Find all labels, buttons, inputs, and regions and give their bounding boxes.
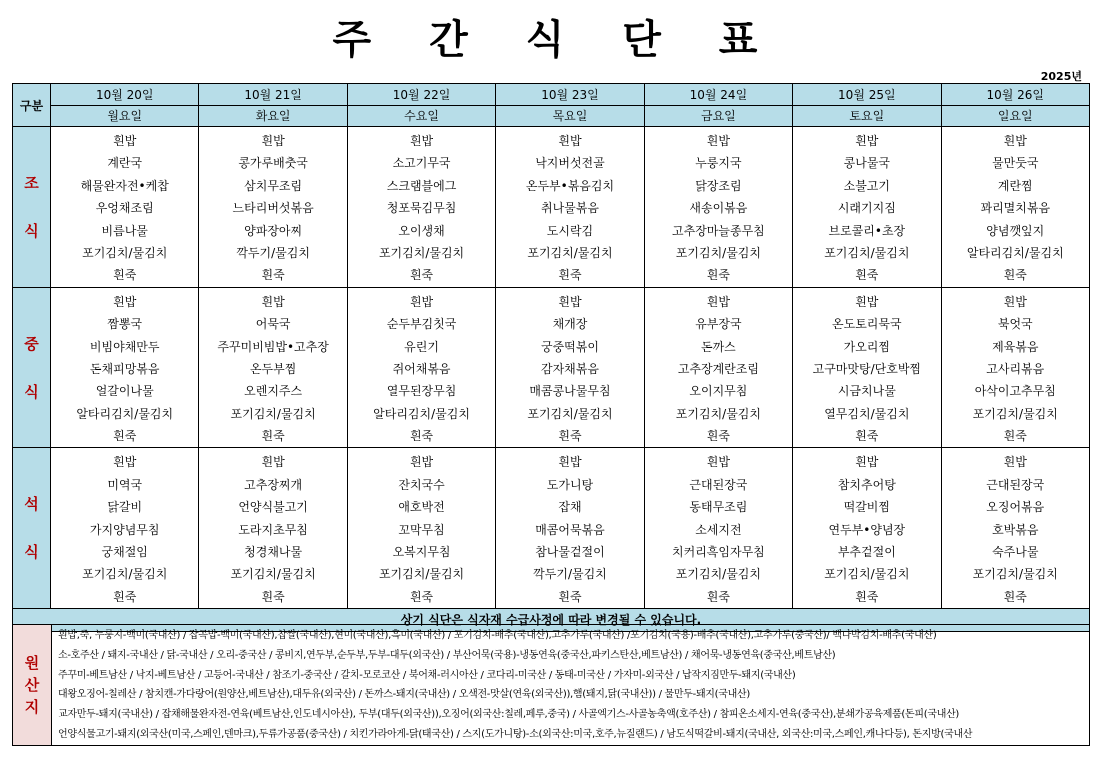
menu-item: 애호박전 xyxy=(398,500,445,515)
menu-item: 포기김치/물김치 xyxy=(675,567,761,582)
menu-item: 흰죽 xyxy=(261,589,285,604)
meal-label xyxy=(13,448,51,609)
menu-item: 닭장조림 xyxy=(695,178,742,193)
origin-label xyxy=(13,625,52,745)
menu-item: 흰죽 xyxy=(855,268,879,283)
menu-item: 시래기지짐 xyxy=(837,201,896,216)
origin-line: 소-호주산 / 돼지-국내산 / 닭-국내산 / 오리-중국산 / 콩비지,연두부,순두부,두부-대두(외국산) / 부산어묵(국용)-냉동연육(중국산,파키스탄산,베트남산) / 채어묵-냉동연육(중국산,베트남산) xyxy=(58,649,836,661)
menu-item: 흰밥 xyxy=(113,134,137,148)
day-weekday: 토요일 xyxy=(849,108,885,123)
menu-item: 떡갈비찜 xyxy=(843,500,890,515)
menu-item: 흰죽 xyxy=(558,429,582,444)
meal-label-char: 식 xyxy=(24,221,39,240)
menu-item: 비름나물 xyxy=(101,223,148,238)
menu-item: 매콤콩나물무침 xyxy=(529,384,611,399)
menu-item: 채개장 xyxy=(552,317,588,332)
menu-item: 흰밥 xyxy=(1003,455,1027,470)
menu-item: 포기김치/물김치 xyxy=(824,567,910,582)
menu-item: 콩나물국 xyxy=(843,156,890,171)
meal-row xyxy=(13,287,1090,448)
origin-line: 주꾸미-베트남산 / 낙지-베트남산 / 고등어-국내산 / 참조기-중국산 / 갈치-모로코산 / 북어채-러시아산 / 코다리-미국산 / 동태-미국산 / 가자미-외국산 / 납작지짐만두-돼지(국내산) xyxy=(58,669,796,681)
menu-item: 흰죽 xyxy=(261,268,285,283)
menu-item: 오이지무침 xyxy=(689,384,748,399)
menu-item: 흰밥 xyxy=(558,134,582,148)
menu-item: 오징어볶음 xyxy=(986,500,1045,515)
menu-item: 숙주나물 xyxy=(992,545,1039,560)
origin-section xyxy=(12,624,1090,746)
menu-item: 짬뽕국 xyxy=(107,317,143,332)
menu-item: 브로콜리•초장 xyxy=(828,223,906,238)
menu-item: 흰밥 xyxy=(113,455,137,470)
meal-label-char: 석 xyxy=(24,495,39,514)
menu-item: 흰밥 xyxy=(1003,294,1027,309)
menu-item: 닭갈비 xyxy=(107,500,143,515)
meal-row xyxy=(13,127,1090,288)
menu-item: 참나물겉절이 xyxy=(535,545,605,560)
menu-cell xyxy=(644,448,792,609)
meal-label-char: 식 xyxy=(24,543,39,562)
menu-item: 포기김치/물김치 xyxy=(378,567,465,582)
menu-item: 알타리김치/물김치 xyxy=(373,406,470,421)
day-date: 10월 26일 xyxy=(942,85,1089,106)
day-header xyxy=(199,84,347,127)
day-weekday: 목요일 xyxy=(552,108,588,123)
menu-item: 알타리김치/물김치 xyxy=(966,245,1064,260)
menu-item: 감자채볶음 xyxy=(540,361,599,376)
menu-item: 흰죽 xyxy=(1003,589,1027,604)
weekly-menu-table xyxy=(12,83,1090,632)
day-header xyxy=(496,84,644,127)
menu-item: 포기김치/물김치 xyxy=(824,245,910,260)
day-date: 10월 25일 xyxy=(793,85,940,106)
origin-lines xyxy=(52,625,1089,745)
menu-item: 포기김치/물김치 xyxy=(527,406,613,421)
menu-cell xyxy=(496,287,644,448)
menu-item: 흰밥 xyxy=(113,294,137,309)
day-date: 10월 24일 xyxy=(645,85,792,106)
menu-cell xyxy=(51,448,199,609)
menu-item: 도라지초무침 xyxy=(238,522,308,537)
menu-item: 소고기무국 xyxy=(392,156,451,171)
origin-line: 교자만두-돼지(국내산) / 잡채해물완자전-연육(베트남산,인도네시아산), 두부(대두(외국산)),오징어(외국산:칠레,페루,중국) / 사골엑기스-사골농축액(호주산) / 참피온소세지-연육(중국산),분쇄가공육제품(돈피(국내산) xyxy=(58,709,960,721)
menu-item: 호박볶음 xyxy=(992,522,1039,537)
menu-item: 미역국 xyxy=(107,477,143,492)
menu-item: 가오리찜 xyxy=(843,339,890,354)
menu-item: 흰죽 xyxy=(558,268,582,283)
menu-item: 흰밥 xyxy=(409,294,434,309)
day-date: 10월 23일 xyxy=(496,85,643,106)
menu-item: 흰죽 xyxy=(855,589,879,604)
menu-item: 알타리김치/물김치 xyxy=(76,406,174,421)
menu-item: 물만둣국 xyxy=(992,156,1039,171)
meal-label xyxy=(13,287,51,448)
menu-item: 깍두기/물김치 xyxy=(236,245,310,260)
menu-item: 계란국 xyxy=(107,156,143,171)
day-weekday: 월요일 xyxy=(107,108,143,123)
menu-item: 흰밥 xyxy=(261,294,285,309)
menu-item: 잔치국수 xyxy=(398,477,445,492)
menu-item: 순두부김칫국 xyxy=(386,317,457,332)
menu-item: 흰밥 xyxy=(855,294,879,309)
menu-item: 포기김치/물김치 xyxy=(378,245,465,260)
menu-cell xyxy=(51,127,199,288)
day-weekday: 수요일 xyxy=(404,108,439,123)
menu-item: 주꾸미비빔밥•고추장 xyxy=(217,339,329,354)
menu-item: 흰죽 xyxy=(409,589,434,604)
menu-item: 포기김치/물김치 xyxy=(82,245,168,260)
day-date: 10월 20일 xyxy=(51,85,198,106)
menu-item: 흰죽 xyxy=(1003,268,1027,283)
menu-item: 포기김치/물김치 xyxy=(82,567,168,582)
menu-cell xyxy=(199,127,347,288)
menu-cell xyxy=(793,448,941,609)
menu-item: 열무된장무침 xyxy=(386,384,457,399)
menu-item: 스크램블에그 xyxy=(386,178,457,193)
day-date: 10월 22일 xyxy=(348,85,495,106)
meal-row xyxy=(13,448,1090,609)
menu-cell xyxy=(941,287,1089,448)
menu-item: 매콤어묵볶음 xyxy=(535,522,605,537)
menu-cell xyxy=(347,287,495,448)
day-header xyxy=(941,84,1089,127)
menu-item: 연두부•양념장 xyxy=(828,522,906,537)
menu-item: 해물완자전•케찹 xyxy=(80,178,169,193)
menu-item: 소불고기 xyxy=(843,178,890,193)
menu-item: 꼬막무침 xyxy=(398,522,445,537)
menu-item: 느타리버섯볶음 xyxy=(232,201,314,216)
corner-label: 구분 xyxy=(13,84,51,127)
menu-cell xyxy=(644,287,792,448)
menu-item: 돈채피망볶음 xyxy=(89,361,160,376)
menu-item: 고구마맛탕/단호박찜 xyxy=(812,361,921,376)
menu-item: 콩가루배춧국 xyxy=(238,156,308,171)
menu-item: 온도토리묵국 xyxy=(832,317,902,332)
menu-item: 온두부찜 xyxy=(249,361,297,376)
menu-item: 깍두기/물김치 xyxy=(533,567,607,582)
year-label: 2025년 xyxy=(1040,70,1082,83)
menu-item: 흰밥 xyxy=(855,134,879,148)
menu-item: 흰밥 xyxy=(706,455,730,470)
header-row xyxy=(13,84,1090,127)
menu-item: 흰죽 xyxy=(706,268,730,283)
menu-item: 새송이볶음 xyxy=(689,201,748,216)
menu-item: 고추장마늘종무침 xyxy=(672,223,765,238)
menu-cell xyxy=(644,127,792,288)
menu-item: 근대된장국 xyxy=(986,477,1045,492)
meal-label-char: 식 xyxy=(24,382,39,401)
menu-item: 궁중떡볶이 xyxy=(540,339,599,354)
meal-label-char: 조 xyxy=(24,173,39,192)
menu-item: 흰밥 xyxy=(409,455,434,470)
menu-item: 시금치나물 xyxy=(837,384,896,399)
menu-item: 흰죽 xyxy=(409,429,434,444)
menu-cell xyxy=(496,448,644,609)
meal-label-char: 중 xyxy=(24,334,39,353)
day-weekday: 금요일 xyxy=(701,108,736,123)
menu-item: 유부장국 xyxy=(695,317,742,332)
menu-item: 흰죽 xyxy=(113,589,137,604)
menu-item: 계란찜 xyxy=(997,178,1033,193)
menu-item: 꽈리멸치볶음 xyxy=(980,201,1051,216)
origin-label-char: 지 xyxy=(24,698,40,716)
origin-label-char: 원 xyxy=(24,654,40,672)
menu-item: 흰죽 xyxy=(113,429,137,444)
day-weekday: 일요일 xyxy=(997,108,1033,123)
menu-item: 양념깻잎지 xyxy=(986,223,1045,238)
menu-item: 고추장계란조림 xyxy=(677,361,759,376)
menu-item: 흰밥 xyxy=(855,455,879,470)
menu-item: 쥐어채볶음 xyxy=(392,361,451,376)
menu-item: 흰밥 xyxy=(261,134,285,148)
menu-cell xyxy=(941,127,1089,288)
menu-item: 흰밥 xyxy=(1003,134,1027,148)
page-title: 주 간 식 단 표 xyxy=(332,17,780,63)
menu-cell xyxy=(793,127,941,288)
menu-item: 가지양념무침 xyxy=(89,522,160,537)
menu-item: 얼갈이나물 xyxy=(95,384,154,399)
day-weekday: 화요일 xyxy=(255,108,291,123)
menu-item: 소세지전 xyxy=(695,522,742,537)
menu-cell xyxy=(51,287,199,448)
menu-item: 잡채 xyxy=(558,500,582,515)
day-header xyxy=(51,84,199,127)
menu-item: 흰죽 xyxy=(261,429,285,444)
menu-cell xyxy=(793,287,941,448)
menu-item: 흰밥 xyxy=(706,134,730,148)
origin-line: 흰밥,죽, 누룽지-백미(국내산) / 잡곡밥-백미(국내산),찹쌀(국내산),현미(국내산),흑미(국내산) / 포기김치-배추(국내산),고추가루(국내산) /포기김치(국용)-배추(국내산),고추가루(중국산)/ 백나박김치-배추(국내산) xyxy=(58,630,937,641)
menu-item: 참치추어탕 xyxy=(837,477,896,492)
menu-item: 흰밥 xyxy=(706,294,730,309)
day-header xyxy=(347,84,495,127)
menu-item: 포기김치/물김치 xyxy=(230,567,316,582)
menu-cell xyxy=(496,127,644,288)
menu-item: 오복지무침 xyxy=(392,545,451,560)
menu-item: 양파장아찌 xyxy=(244,223,303,238)
menu-item: 어묵국 xyxy=(255,317,291,332)
menu-item: 흰죽 xyxy=(706,429,730,444)
menu-item: 근대된장국 xyxy=(689,477,748,492)
menu-item: 흰죽 xyxy=(558,589,582,604)
menu-cell xyxy=(347,127,495,288)
menu-item: 궁채절임 xyxy=(101,545,148,560)
menu-item: 언양식불고기 xyxy=(238,500,308,515)
menu-item: 도시락김 xyxy=(546,223,594,238)
menu-item: 고사리볶음 xyxy=(986,361,1045,376)
menu-item: 부추겉절이 xyxy=(837,545,896,560)
menu-item: 아삭이고추무침 xyxy=(974,384,1056,399)
menu-item: 포기김치/물김치 xyxy=(972,567,1058,582)
menu-item: 포기김치/물김치 xyxy=(675,245,761,260)
menu-item: 포기김치/물김치 xyxy=(230,406,316,421)
menu-item: 열무김치/물김치 xyxy=(824,406,910,421)
menu-item: 흰죽 xyxy=(1003,429,1027,444)
origin-line: 대왕오징어-칠레산 / 참치캔-가다랑어(원양산,베트남산),대두유(외국산) / 돈까스-돼지(국내산) / 오색전-맛살(연육(외국산)),햄(돼지,닭(국내산)) / 물만두-돼지(국내산) xyxy=(58,689,750,701)
menu-cell xyxy=(199,448,347,609)
menu-item: 흰밥 xyxy=(261,455,285,470)
menu-item: 제육볶음 xyxy=(992,339,1039,354)
day-header xyxy=(644,84,792,127)
origin-line: 언양식물고기-돼지(외국산(미국,스페인,덴마크),두류가공품(중국산) / 치킨가라아게-닭(태국산) / 스지(도가니탕)-소(외국산:미국,호주,뉴질랜드) / 남도식떡갈비-돼지(국내산, 외국산:미국,스페인,캐나다등), 돈지방(국내산 xyxy=(58,728,973,740)
menu-item: 포기김치/물김치 xyxy=(972,406,1058,421)
menu-item: 취나물볶음 xyxy=(540,201,599,216)
menu-item: 도가니탕 xyxy=(546,477,594,492)
meal-label xyxy=(13,127,51,288)
menu-item: 삼치무조림 xyxy=(244,178,303,193)
day-header xyxy=(793,84,941,127)
menu-item: 누룽지국 xyxy=(695,156,742,171)
menu-item: 돈까스 xyxy=(701,339,736,354)
menu-item: 포기김치/물김치 xyxy=(675,406,761,421)
menu-item: 흰죽 xyxy=(409,268,434,283)
menu-item: 동태무조림 xyxy=(689,500,748,515)
menu-item: 흰밥 xyxy=(409,134,434,148)
menu-item: 고추장찌개 xyxy=(244,477,303,492)
menu-item: 오이생채 xyxy=(398,223,445,238)
menu-item: 흰죽 xyxy=(113,268,137,283)
menu-item: 흰죽 xyxy=(706,589,730,604)
menu-item: 치커리흑임자무침 xyxy=(672,545,765,560)
menu-item: 낙지버섯전골 xyxy=(535,156,605,171)
notice-text: 상기 식단은 식자재 수급사정에 따라 변경될 수 있습니다. xyxy=(13,609,1090,632)
menu-item: 우엉채조림 xyxy=(95,201,154,216)
menu-item: 흰밥 xyxy=(558,455,582,470)
menu-item: 오렌지주스 xyxy=(244,384,303,399)
menu-item: 온두부•볶음김치 xyxy=(525,178,615,193)
day-date: 10월 21일 xyxy=(199,85,346,106)
menu-cell xyxy=(941,448,1089,609)
menu-item: 유린기 xyxy=(404,339,439,354)
menu-item: 북엇국 xyxy=(997,317,1033,332)
menu-item: 흰밥 xyxy=(558,294,582,309)
menu-item: 청경채나물 xyxy=(244,545,303,560)
origin-label-char: 산 xyxy=(24,676,40,694)
menu-item: 청포묵김무침 xyxy=(386,201,457,216)
menu-item: 흰죽 xyxy=(855,429,879,444)
menu-cell xyxy=(199,287,347,448)
menu-item: 포기김치/물김치 xyxy=(527,245,613,260)
menu-item: 비빔야채만두 xyxy=(89,339,160,354)
menu-cell xyxy=(347,448,495,609)
